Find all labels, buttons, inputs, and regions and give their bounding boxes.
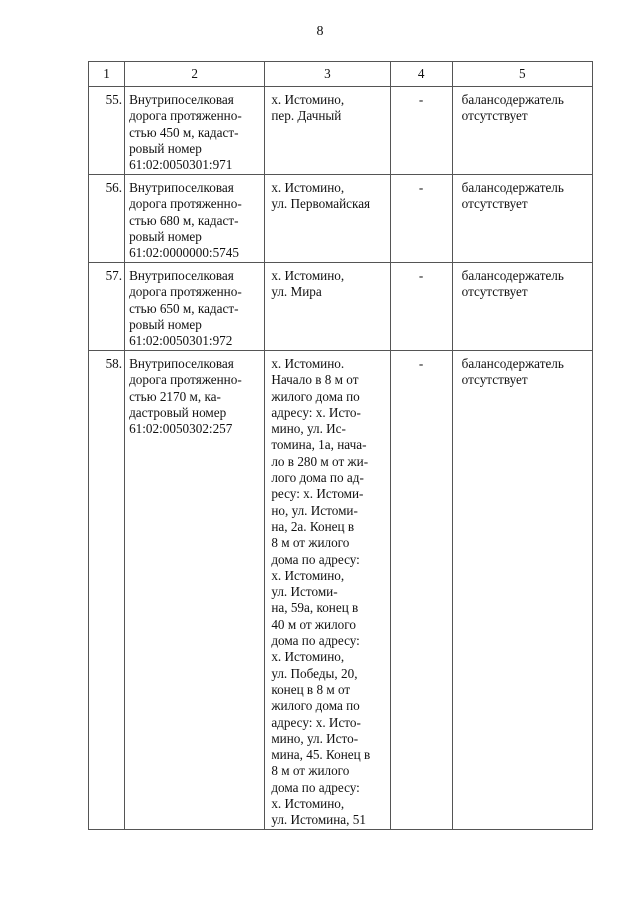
cell-line: дома по адресу: — [271, 779, 360, 795]
balance-holder — [452, 87, 592, 175]
cell-line: 61:02:0050301:971 — [129, 157, 233, 173]
cell-line: х. Истомино. — [271, 356, 345, 371]
cell-line: стью 450 м, кадаст- — [129, 124, 239, 140]
cell-line: на, 2а. Конец в — [271, 518, 355, 534]
registry-table — [88, 61, 593, 830]
column-4-value: - — [390, 263, 452, 351]
cell-line: 61:02:0050301:972 — [129, 333, 233, 349]
cell-line: стью 2170 м, ка- — [129, 388, 221, 404]
object-address — [265, 87, 390, 175]
table-row — [89, 351, 593, 830]
cell-line: жилого дома по — [271, 698, 360, 714]
cell-line: пер. Дачный — [271, 108, 342, 124]
object-address — [265, 263, 390, 351]
cell-line: Внутрипоселковая — [129, 180, 234, 195]
cell-line: х. Истомино, — [271, 796, 345, 812]
cell-line: ровый номер — [129, 140, 202, 156]
cell-line: отсутствует — [461, 284, 528, 300]
row-number: 57. — [89, 263, 125, 351]
cell-line: балансодержатель — [461, 92, 564, 107]
cell-line: конец в 8 м от — [271, 681, 351, 697]
cell-line: дома по адресу: — [271, 633, 360, 649]
cell-line: х. Истомино, — [271, 180, 345, 195]
cell-line: ресу: х. Истоми- — [271, 486, 364, 502]
cell-line: жилого дома по — [271, 388, 360, 404]
cell-line: адресу: х. Исто- — [271, 714, 361, 730]
cell-line: х. Истомино, — [271, 567, 345, 583]
cell-line: ло в 280 м от жи- — [271, 453, 369, 469]
cell-line: дорога протяженно- — [129, 108, 242, 124]
cell-line: 8 м от жилого — [271, 535, 350, 551]
header-cell-2: 2 — [125, 62, 265, 87]
cell-line: дорога протяженно- — [129, 284, 242, 300]
page-number: 8 — [316, 24, 324, 39]
cell-line: томина, 1а, нача- — [271, 437, 367, 453]
balance-holder — [452, 263, 592, 351]
cell-line: но, ул. Истоми- — [271, 502, 358, 518]
object-address — [265, 175, 390, 263]
table-row — [89, 263, 593, 351]
cell-line: ул. Победы, 20, — [271, 665, 358, 681]
cell-line: отсутствует — [461, 372, 528, 388]
cell-line: ул. Истомина, 51 — [271, 812, 366, 828]
table-row — [89, 87, 593, 175]
cell-line: 61:02:0050302:257 — [129, 421, 233, 437]
cell-line: Внутрипоселковая — [129, 268, 234, 283]
cell-line: х. Истомино, — [271, 268, 345, 283]
header-cell-3: 3 — [265, 62, 390, 87]
cell-line: 8 м от жилого — [271, 763, 350, 779]
header-cell-5: 5 — [452, 62, 592, 87]
balance-holder — [452, 351, 592, 830]
cell-line: ровый номер — [129, 228, 202, 244]
cell-line: Внутрипоселковая — [129, 92, 234, 107]
object-name — [125, 87, 265, 175]
cell-line: х. Истомино, — [271, 649, 345, 665]
object-name — [125, 351, 265, 830]
cell-line: отсутствует — [461, 196, 528, 212]
column-4-value: - — [390, 175, 452, 263]
cell-line: балансодержатель — [461, 268, 564, 283]
balance-holder — [452, 175, 592, 263]
cell-line: мино, ул. Исто- — [271, 730, 359, 746]
cell-line: ровый номер — [129, 316, 202, 332]
cell-line: балансодержатель — [461, 356, 564, 371]
cell-line: дастровый номер — [129, 404, 227, 420]
cell-line: Внутрипоселковая — [129, 356, 234, 371]
cell-line: дорога протяженно- — [129, 372, 242, 388]
object-name — [125, 263, 265, 351]
cell-line: ул. Мира — [271, 284, 322, 300]
cell-line: х. Истомино, — [271, 92, 345, 107]
column-4-value: - — [390, 87, 452, 175]
cell-line: дорога протяженно- — [129, 196, 242, 212]
cell-line: стью 680 м, кадаст- — [129, 212, 239, 228]
column-4-value: - — [390, 351, 452, 830]
row-number: 56. — [89, 175, 125, 263]
object-name — [125, 175, 265, 263]
cell-line: балансодержатель — [461, 180, 564, 195]
cell-line: на, 59а, конец в — [271, 600, 359, 616]
cell-line: ул. Первомайская — [271, 196, 371, 212]
cell-line: мино, ул. Ис- — [271, 421, 346, 437]
cell-line: отсутствует — [461, 108, 528, 124]
cell-line: стью 650 м, кадаст- — [129, 300, 239, 316]
cell-line: 40 м от жилого — [271, 616, 356, 632]
object-address — [265, 351, 390, 830]
cell-line: мина, 45. Конец в — [271, 747, 371, 763]
header-cell-4: 4 — [390, 62, 452, 87]
row-number: 55. — [89, 87, 125, 175]
cell-line: Начало в 8 м от — [271, 372, 359, 388]
cell-line: лого дома по ад- — [271, 470, 364, 486]
table-header-row — [89, 62, 593, 87]
cell-line: адресу: х. Исто- — [271, 404, 361, 420]
cell-line: дома по адресу: — [271, 551, 360, 567]
row-number: 58. — [89, 351, 125, 830]
cell-line: ул. Истоми- — [271, 584, 338, 600]
table-row — [89, 175, 593, 263]
header-cell-1: 1 — [89, 62, 125, 87]
cell-line: 61:02:0000000:5745 — [129, 245, 239, 261]
